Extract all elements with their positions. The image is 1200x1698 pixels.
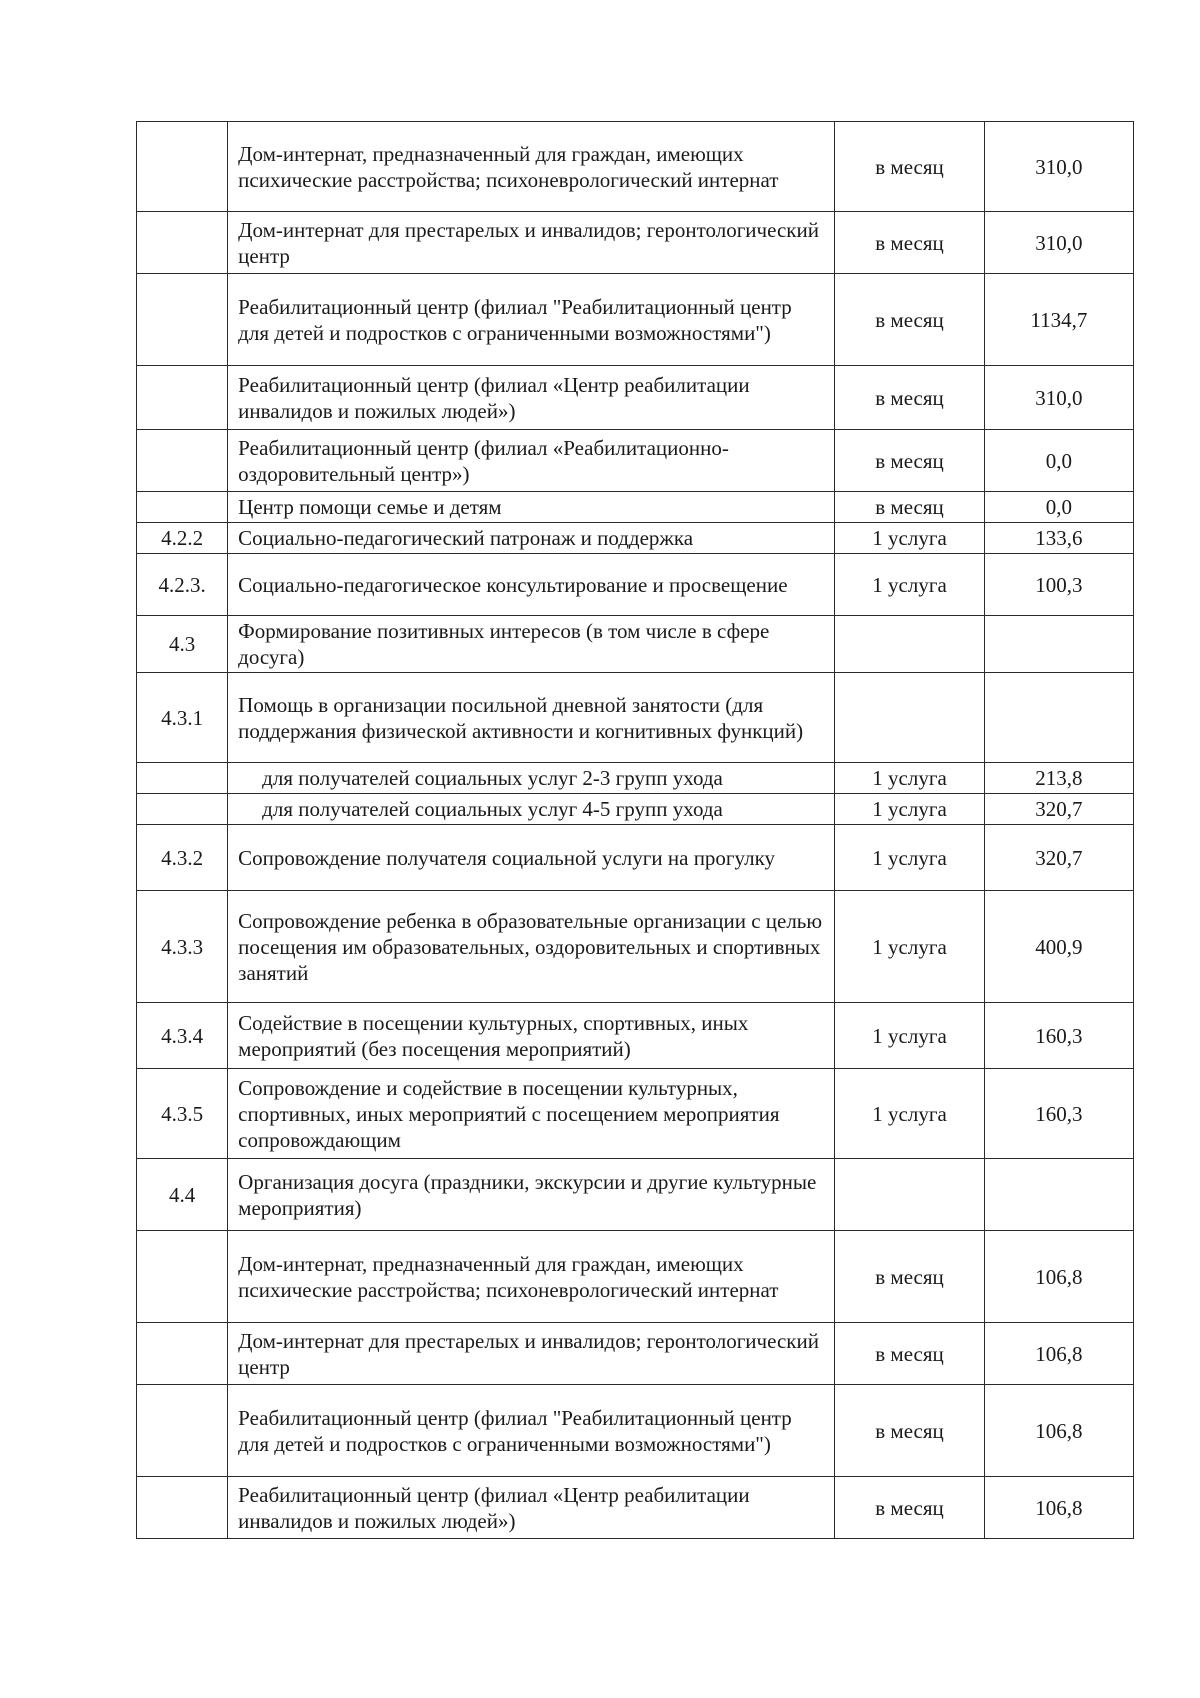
price-cell: 106,8 xyxy=(984,1231,1133,1323)
price-cell: 133,6 xyxy=(984,523,1133,554)
table-row xyxy=(137,1323,1134,1385)
service-name-cell: Реабилитационный центр (филиал «Реабилитационно-оздоровительный центр») xyxy=(228,430,835,492)
table-body xyxy=(137,122,1134,1539)
unit-cell: в месяц xyxy=(835,1385,984,1477)
table-row xyxy=(137,673,1134,763)
row-number-cell xyxy=(137,212,228,274)
unit-cell: в месяц xyxy=(835,274,984,366)
row-number-cell: 4.4 xyxy=(137,1159,228,1231)
unit-cell: в месяц xyxy=(835,122,984,212)
table-row xyxy=(137,1385,1134,1477)
service-name-cell: Социально-педагогическое консультирование и просвещение xyxy=(228,554,835,616)
row-number-cell xyxy=(137,122,228,212)
row-number-cell xyxy=(137,1385,228,1477)
unit-cell: 1 услуга xyxy=(835,763,984,794)
unit-cell: 1 услуга xyxy=(835,523,984,554)
row-number-cell: 4.3 xyxy=(137,616,228,673)
table-row xyxy=(137,1069,1134,1159)
service-name-cell: Дом-интернат для престарелых и инвалидов; геронтологический центр xyxy=(228,1323,835,1385)
service-name-cell: Помощь в организации посильной дневной занятости (для поддержания физической активности и когнитивных функций) xyxy=(228,673,835,763)
price-cell: 0,0 xyxy=(984,492,1133,523)
row-number-cell: 4.2.3. xyxy=(137,554,228,616)
table-row xyxy=(137,274,1134,366)
price-cell: 320,7 xyxy=(984,825,1133,891)
row-number-cell xyxy=(137,1477,228,1539)
service-name-cell: Реабилитационный центр (филиал «Центр реабилитации инвалидов и пожилых людей») xyxy=(228,366,835,430)
services-tariff-table xyxy=(136,121,1134,1539)
service-name-cell: Реабилитационный центр (филиал "Реабилитационный центр для детей и подростков с ограниченными возможностями") xyxy=(228,274,835,366)
table-row xyxy=(137,1003,1134,1069)
price-cell xyxy=(984,1159,1133,1231)
service-name-cell: Содействие в посещении культурных, спортивных, иных мероприятий (без посещения мероприятий) xyxy=(228,1003,835,1069)
row-number-cell xyxy=(137,794,228,825)
price-cell xyxy=(984,616,1133,673)
unit-cell: 1 услуга xyxy=(835,891,984,1003)
table-row xyxy=(137,825,1134,891)
price-cell: 106,8 xyxy=(984,1385,1133,1477)
service-name-cell: Реабилитационный центр (филиал «Центр реабилитации инвалидов и пожилых людей») xyxy=(228,1477,835,1539)
price-cell: 320,7 xyxy=(984,794,1133,825)
price-cell: 106,8 xyxy=(984,1323,1133,1385)
table-row xyxy=(137,616,1134,673)
price-cell: 310,0 xyxy=(984,366,1133,430)
table-row xyxy=(137,366,1134,430)
row-number-cell xyxy=(137,430,228,492)
table-row xyxy=(137,1231,1134,1323)
row-number-cell: 4.3.1 xyxy=(137,673,228,763)
table-row xyxy=(137,430,1134,492)
unit-cell: 1 услуга xyxy=(835,794,984,825)
unit-cell: в месяц xyxy=(835,430,984,492)
table-row xyxy=(137,492,1134,523)
table-row xyxy=(137,554,1134,616)
service-name-cell: Центр помощи семье и детям xyxy=(228,492,835,523)
service-name-cell: Сопровождение и содействие в посещении культурных, спортивных, иных мероприятий с посещением мероприятия сопровождающим xyxy=(228,1069,835,1159)
service-name-cell: Дом-интернат, предназначенный для граждан, имеющих психические расстройства; психоневрологический интернат xyxy=(228,122,835,212)
row-number-cell xyxy=(137,274,228,366)
unit-cell xyxy=(835,616,984,673)
unit-cell: в месяц xyxy=(835,1477,984,1539)
row-number-cell: 4.3.5 xyxy=(137,1069,228,1159)
table-row xyxy=(137,1159,1134,1231)
price-cell: 310,0 xyxy=(984,122,1133,212)
unit-cell xyxy=(835,1159,984,1231)
price-cell: 400,9 xyxy=(984,891,1133,1003)
table-row xyxy=(137,212,1134,274)
unit-cell: в месяц xyxy=(835,366,984,430)
table-row xyxy=(137,523,1134,554)
price-cell: 160,3 xyxy=(984,1003,1133,1069)
service-name-cell: Сопровождение получателя социальной услуги на прогулку xyxy=(228,825,835,891)
table-row xyxy=(137,794,1134,825)
unit-cell: 1 услуга xyxy=(835,825,984,891)
unit-cell xyxy=(835,673,984,763)
row-number-cell xyxy=(137,1323,228,1385)
service-name-cell: Сопровождение ребенка в образовательные организации с целью посещения им образовательных, оздоровительных и спортивных занятий xyxy=(228,891,835,1003)
table-row xyxy=(137,891,1134,1003)
unit-cell: в месяц xyxy=(835,1231,984,1323)
row-number-cell xyxy=(137,1231,228,1323)
service-name-cell: Дом-интернат для престарелых и инвалидов; геронтологический центр xyxy=(228,212,835,274)
price-cell: 100,3 xyxy=(984,554,1133,616)
unit-cell: 1 услуга xyxy=(835,554,984,616)
row-number-cell xyxy=(137,492,228,523)
price-cell: 160,3 xyxy=(984,1069,1133,1159)
service-name-cell: Формирование позитивных интересов (в том числе в сфере досуга) xyxy=(228,616,835,673)
row-number-cell xyxy=(137,366,228,430)
unit-cell: в месяц xyxy=(835,1323,984,1385)
service-name-cell: для получателей социальных услуг 2-3 групп ухода xyxy=(228,763,835,794)
price-cell: 1134,7 xyxy=(984,274,1133,366)
price-cell xyxy=(984,673,1133,763)
unit-cell: в месяц xyxy=(835,212,984,274)
row-number-cell: 4.3.2 xyxy=(137,825,228,891)
service-name-cell: Дом-интернат, предназначенный для граждан, имеющих психические расстройства; психоневрологический интернат xyxy=(228,1231,835,1323)
row-number-cell: 4.3.4 xyxy=(137,1003,228,1069)
price-cell: 106,8 xyxy=(984,1477,1133,1539)
table-row xyxy=(137,122,1134,212)
table-row xyxy=(137,1477,1134,1539)
service-name-cell: Организация досуга (праздники, экскурсии и другие культурные мероприятия) xyxy=(228,1159,835,1231)
price-cell: 213,8 xyxy=(984,763,1133,794)
unit-cell: 1 услуга xyxy=(835,1069,984,1159)
service-name-cell: Социально-педагогический патронаж и поддержка xyxy=(228,523,835,554)
row-number-cell: 4.3.3 xyxy=(137,891,228,1003)
service-name-cell: Реабилитационный центр (филиал "Реабилитационный центр для детей и подростков с ограниченными возможностями") xyxy=(228,1385,835,1477)
unit-cell: в месяц xyxy=(835,492,984,523)
price-cell: 310,0 xyxy=(984,212,1133,274)
unit-cell: 1 услуга xyxy=(835,1003,984,1069)
row-number-cell xyxy=(137,763,228,794)
price-cell: 0,0 xyxy=(984,430,1133,492)
service-name-cell: для получателей социальных услуг 4-5 групп ухода xyxy=(228,794,835,825)
row-number-cell: 4.2.2 xyxy=(137,523,228,554)
table-row xyxy=(137,763,1134,794)
